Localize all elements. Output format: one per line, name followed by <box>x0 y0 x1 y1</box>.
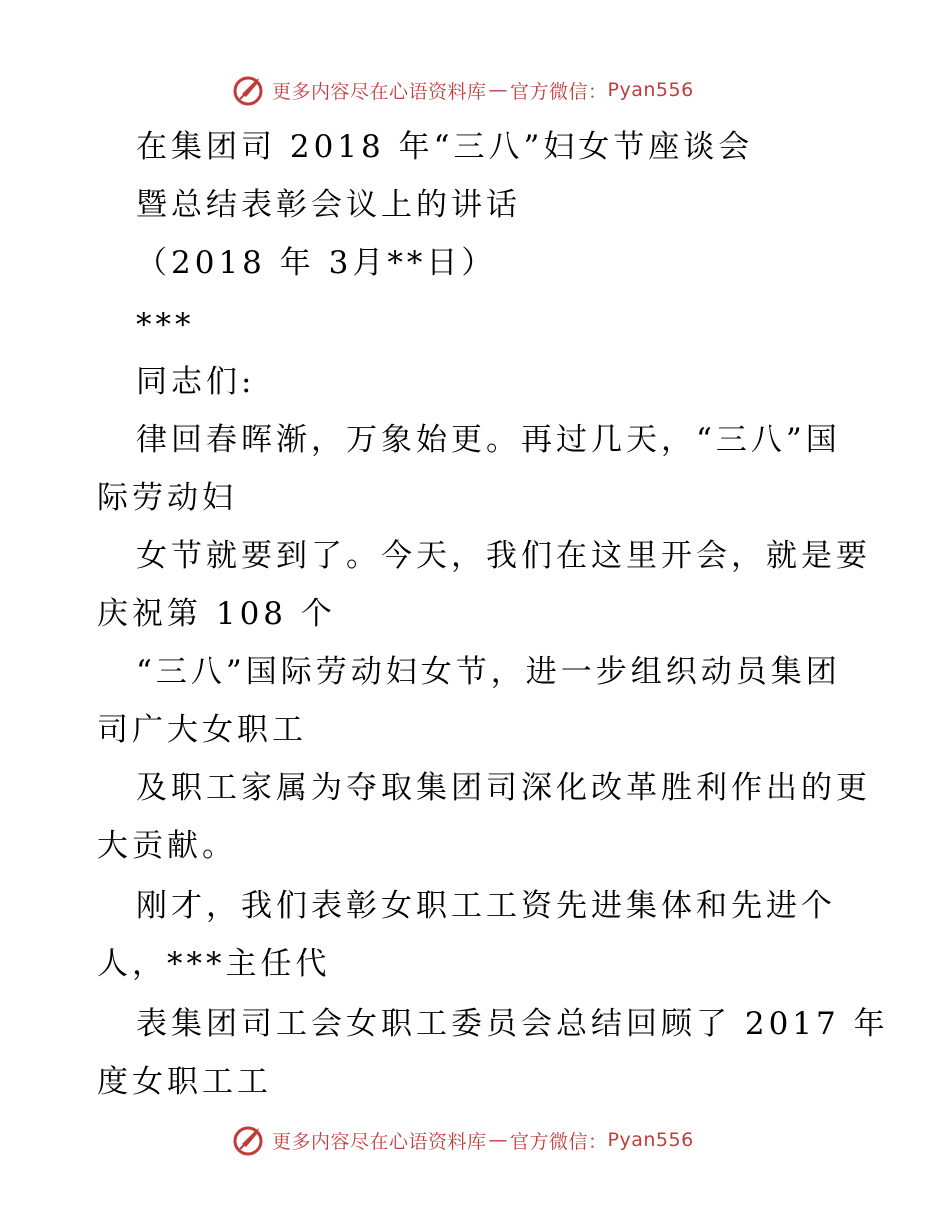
watermark-footer <box>232 1122 694 1158</box>
watermark-dash: — <box>488 1129 509 1151</box>
date-line: （2018 年 3月**日） <box>136 245 497 281</box>
watermark-dash: — <box>488 79 509 101</box>
body-line: “三八”国际劳动妇女节，进一步组织动员集团 <box>136 654 841 690</box>
pen-logo-icon <box>232 72 268 108</box>
greeting: 同志们: <box>136 364 256 400</box>
watermark-header <box>232 72 694 108</box>
watermark-official-label: 官方微信： <box>510 1130 608 1153</box>
watermark-wechat-id: Pyan556 <box>607 79 694 101</box>
body-line: 际劳动妇 <box>97 480 237 516</box>
body-line: 度女职工工 <box>97 1064 272 1100</box>
title-line-2: 暨总结表彰会议上的讲话 <box>136 187 521 223</box>
body-line: 人，***主任代 <box>97 946 331 982</box>
watermark-wechat-id: Pyan556 <box>607 1129 694 1151</box>
body-line: 女节就要到了。今天，我们在这里开会，就是要 <box>136 538 871 574</box>
body-line: 刚才，我们表彰女职工工资先进集体和先进个 <box>136 888 836 924</box>
pen-logo-icon <box>232 1122 268 1158</box>
body-line: 及职工家属为夺取集团司深化改革胜利作出的更 <box>136 770 871 806</box>
speaker: *** <box>136 307 195 343</box>
body-line: 律回春晖渐，万象始更。再过几天，“三八”国 <box>136 422 841 458</box>
body-line: 大贡献。 <box>97 828 237 864</box>
watermark-main-text: 更多内容尽在心语资料库 <box>272 1130 487 1153</box>
watermark-main-text: 更多内容尽在心语资料库 <box>272 80 487 103</box>
body-line: 表集团司工会女职工委员会总结回顾了 2017 年 <box>136 1006 889 1042</box>
watermark-official-label: 官方微信： <box>510 80 608 103</box>
title-line-1: 在集团司 2018 年“三八”妇女节座谈会 <box>136 129 754 165</box>
body-line: 庆祝第 108 个 <box>97 596 336 632</box>
body-line: 司广大女职工 <box>97 712 307 748</box>
